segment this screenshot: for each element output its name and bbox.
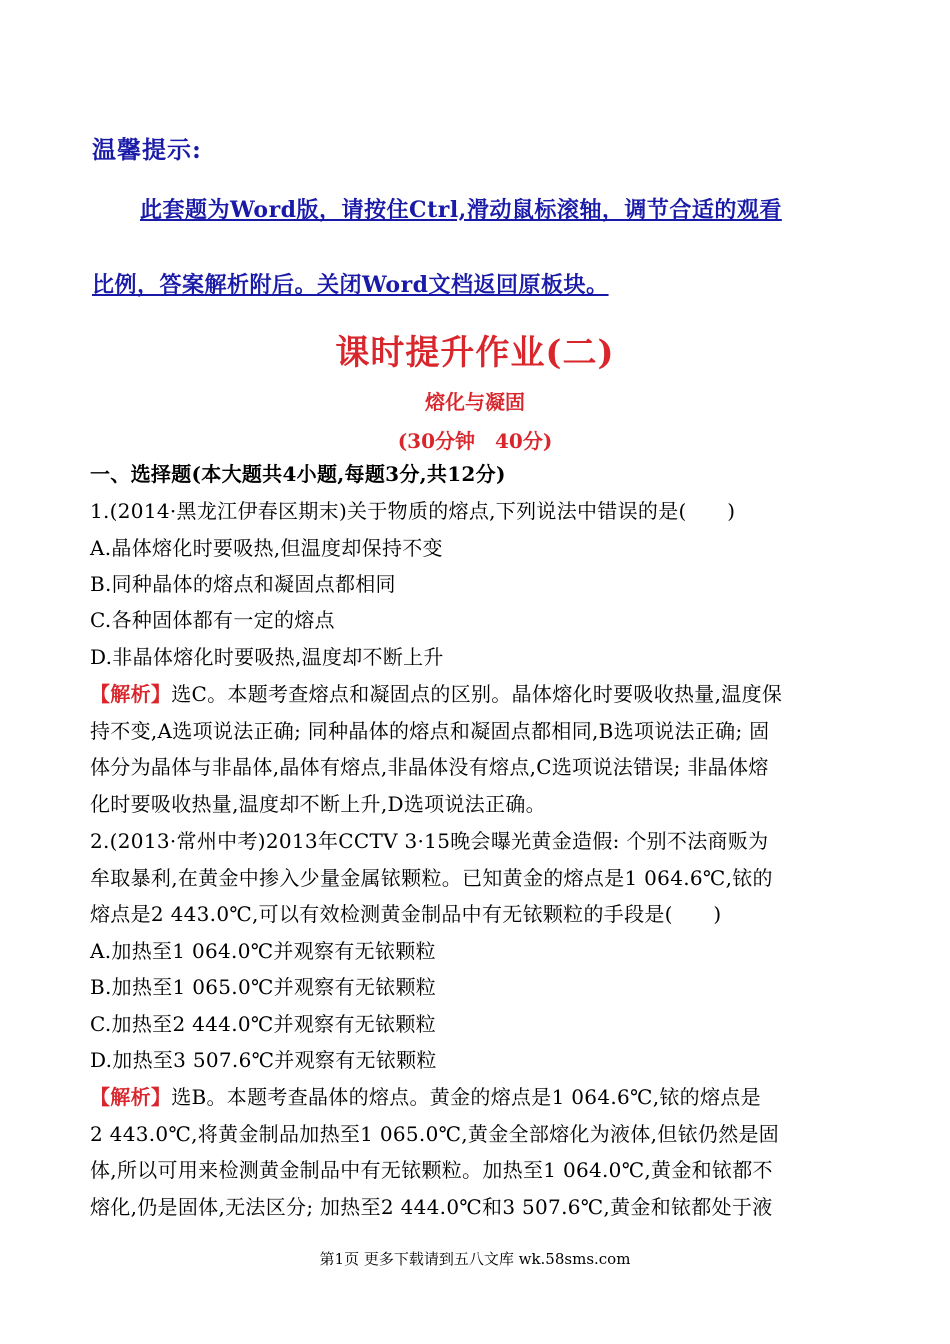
- q1-analysis-line-3: 体分为晶体与非晶体,晶体有熔点,非晶体没有熔点,C选项说法错误; 非晶体熔: [90, 755, 769, 779]
- q1-analysis-line-2: 持不变,A选项说法正确; 同种晶体的熔点和凝固点都相同,B选项说法正确; 固: [90, 719, 770, 743]
- page-footer: 第1页 更多下载请到五八文库 wk.58sms.com: [319, 1250, 631, 1268]
- q2-stem-line-3: 熔点是2 443.0℃,可以有效检测黄金制品中有无铱颗粒的手段是( ): [90, 902, 722, 926]
- tip-heading: 温馨提示:: [92, 135, 202, 164]
- q2-analysis-line-2: 2 443.0℃,将黄金制品加热至1 065.0℃,黄金全部熔化为液体,但铱仍然是固: [90, 1122, 780, 1146]
- page-subtitle: 熔化与凝固: [425, 390, 525, 414]
- q2-analysis-text-1: 选B。本题考查晶体的熔点。黄金的熔点是1 064.6℃,铱的熔点是: [171, 1085, 761, 1109]
- tip-line-1: 此套题为Word版，请按住Ctrl,滑动鼠标滚轴，调节合适的观看: [140, 197, 782, 223]
- q1-analysis-line-4: 化时要吸收热量,温度却不断上升,D选项说法正确。: [90, 792, 546, 816]
- q2-analysis-line-3: 体,所以可用来检测黄金制品中有无铱颗粒。加热至1 064.0℃,黄金和铱都不: [90, 1158, 773, 1182]
- tip-line-2: 比例，答案解析附后。关闭Word文档返回原板块。: [92, 272, 609, 298]
- q1-analysis-line-1: [90, 678, 865, 707]
- q1-stem: 1.(2014·黑龙江伊春区期末)关于物质的熔点,下列说法中错误的是( ): [90, 499, 736, 523]
- q2-option-d: D.加热至3 507.6℃并观察有无铱颗粒: [90, 1048, 437, 1072]
- q2-option-c: C.加热至2 444.0℃并观察有无铱颗粒: [90, 1012, 436, 1036]
- time-score-line: (30分钟 40分): [397, 429, 553, 453]
- q2-analysis-tag: 【解析】: [90, 1085, 172, 1109]
- q2-stem-line-2: 牟取暴利,在黄金中掺入少量金属铱颗粒。已知黄金的熔点是1 064.6℃,铱的: [90, 866, 773, 890]
- q2-analysis-line-4: 熔化,仍是固体,无法区分; 加热至2 444.0℃和3 507.6℃,黄金和铱都处于液: [90, 1195, 773, 1219]
- q1-option-c: C.各种固体都有一定的熔点: [90, 608, 335, 632]
- q2-option-a: A.加热至1 064.0℃并观察有无铱颗粒: [90, 939, 436, 963]
- q2-stem-line-1: 2.(2013·常州中考)2013年CCTV 3·15晚会曝光黄金造假: 个别不法商贩为: [90, 829, 769, 853]
- q1-option-d: D.非晶体熔化时要吸热,温度却不断上升: [90, 645, 444, 669]
- q2-analysis-line-1: [90, 1081, 865, 1110]
- page-title: 课时提升作业(二): [335, 333, 615, 373]
- section-heading: 一、选择题(本大题共4小题,每题3分,共12分): [90, 462, 506, 486]
- q1-option-b: B.同种晶体的熔点和凝固点都相同: [90, 572, 396, 596]
- q1-analysis-tag: 【解析】: [90, 682, 172, 706]
- q1-option-a: A.晶体熔化时要吸热,但温度却保持不变: [90, 536, 443, 560]
- q1-analysis-text-1: 选C。本题考查熔点和凝固点的区别。晶体熔化时要吸收热量,温度保: [171, 682, 783, 706]
- q2-option-b: B.加热至1 065.0℃并观察有无铱颗粒: [90, 975, 437, 999]
